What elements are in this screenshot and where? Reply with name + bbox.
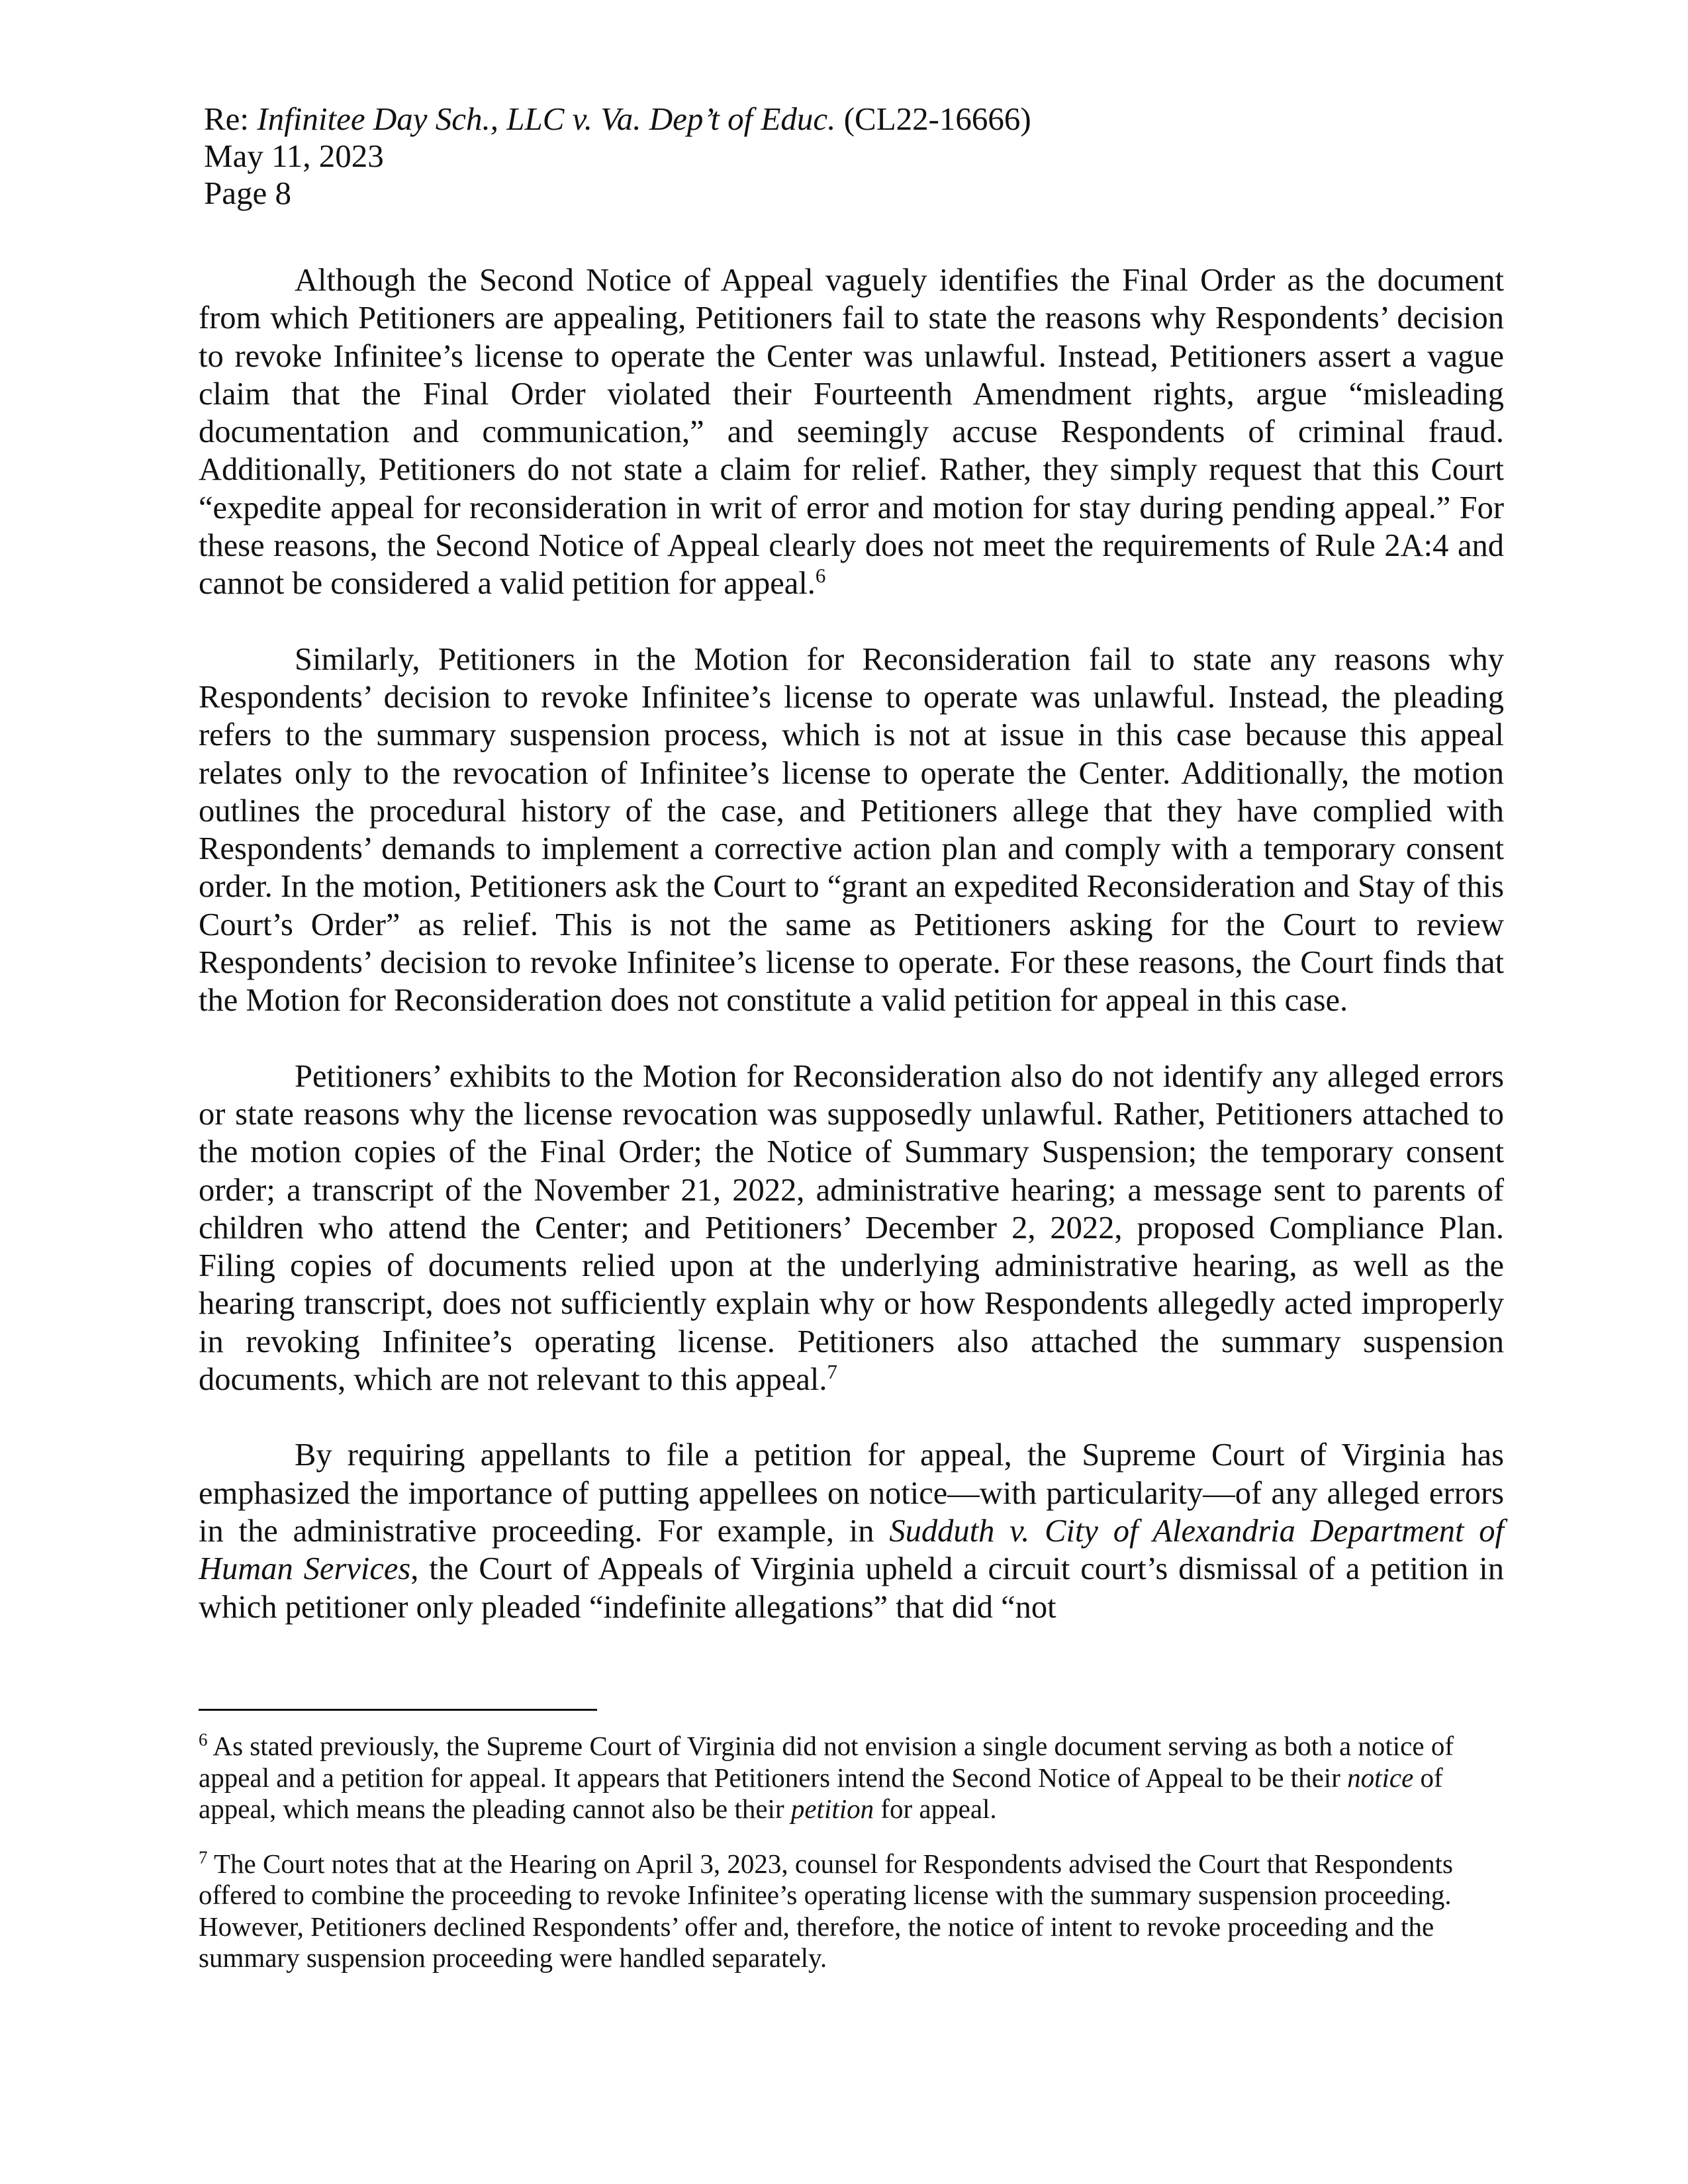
footnote-ref-7: 7 [827,1359,837,1383]
footnote-7 [199,1848,1504,1974]
footnote-divider [199,1709,597,1711]
footnote-emphasis: petition [790,1794,874,1824]
paragraph-text: Petitioners’ exhibits to the Motion for Reconsideration also do not identify any alleged errors or state reasons why the license revocation was supposedly unlawful. Rather, Petitioners attached to the motion copies of the Final Order; the Notice of Summary Suspension; the temporary consent order; a transcript of the November 21, 2022, administrative hearing; a message sent to parents of children who attend the Center; and Petitioners’ December 2, 2022, proposed Compliance Plan. Filing copies of documents relied upon at the underlying administrative hearing, as well as the hearing transcript, does not sufficiently explain why or how Respondents allegedly acted improperly in revoking Infinitee’s operating license. Petitioners also attached the summary suspension documents, which are not relevant to this appeal. [199,1058,1504,1398]
cited-case-name: Sudduth v. City of Alexandria Department of Human Services [199,1513,1505,1587]
case-name: Infinitee Day Sch., LLC v. Va. Dep’t of Educ. [257,101,836,137]
case-number: (CL22-16666) [835,101,1031,137]
paragraph-exhibits [199,1058,1504,1399]
paragraph-text: Similarly, Petitioners in the Motion for Reconsideration fail to state any reasons why Respondents’ decision to revoke Infinitee’s license to operate was unlawful. Instead, the pleading refers to the summary suspension process, which is not at issue in this case because this appeal relates only to the revocation of Infinitee’s license to operate the Center. Additionally, the motion outlines the procedural history of the case, and Petitioners allege that they have complied with Respondents’ demands to implement a corrective action plan and comply with a temporary consent order. In the motion, Petitioners ask the Court to “grant an expedited Reconsideration and Stay of this Court’s Order” as relief. This is not the same as Petitioners asking for the Court to review Respondents’ decision to revoke Infinitee’s license to operate. For these reasons, the Court finds that the Motion for Reconsideration does not constitute a valid petition for appeal in this case. [199,641,1504,1019]
page-number: Page 8 [204,175,291,211]
footnote-6 [199,1731,1504,1825]
case-reference-line [204,101,1528,138]
paragraph-motion-reconsideration [199,641,1504,1020]
footnotes [199,1731,1504,1997]
re-prefix: Re: [204,101,258,137]
footnote-ref-6: 6 [815,564,826,588]
paragraph-text: By requiring appellants to file a petition for appeal, the Supreme Court of Virginia has emphasized the importance of putting appellees on notice—with particularity—of any alleged errors in the administrative proceeding. For example, in [199,1437,1504,1549]
paragraph-petition-requirement [199,1436,1504,1625]
letter-date: May 11, 2023 [204,138,384,174]
footnote-number: 6 [199,1729,208,1750]
footnote-text: As stated previously, the Supreme Court of Virginia did not envision a single document serving as both a notice of appeal and a petition for appeal. It appears that Petitioners intend the Second Notice of Appeal to be their [199,1731,1454,1793]
paragraph-text: Although the Second Notice of Appeal vaguely identifies the Final Order as the document from which Petitioners are appealing, Petitioners fail to state the reasons why Respondents’ decision to revoke Infinitee’s license to operate the Center was unlawful. Instead, Petitioners assert a vague claim that the Final Order violated their Fourteenth Amendment rights, argue “misleading documentation and communication,” and seemingly accuse Respondents of criminal fraud. Additionally, Petitioners do not state a claim for relief. Rather, they simply request that this Court “expedite appeal for reconsideration in writ of error and motion for stay during pending appeal.” For these reasons, the Second Notice of Appeal clearly does not meet the requirements of Rule 2A:4 and cannot be considered a valid petition for appeal. [199,263,1504,602]
paragraph-text: , the Court of Appeals of Virginia upheld a circuit court’s dismissal of a petition in which petitioner only pleaded “indefinite allegations” that did “not [199,1551,1504,1625]
footnote-text: of appeal, which means the pleading cannot also be their [199,1762,1443,1824]
footnote-text: for appeal. [874,1794,997,1824]
paragraph-second-notice [199,261,1504,603]
footnote-number: 7 [199,1846,208,1867]
footnote-emphasis: notice [1347,1762,1414,1793]
letter-header [204,101,1528,212]
footnote-text: The Court notes that at the Hearing on April 3, 2023, counsel for Respondents advised the Court that Respondents offered to combine the proceeding to revoke Infinitee’s operating license with the summary suspension proceeding. However, Petitioners declined Respondents’ offer and, therefore, the notice of intent to revoke proceeding and the summary suspension proceeding were handled separately. [199,1848,1454,1973]
letter-body [199,261,1504,1626]
